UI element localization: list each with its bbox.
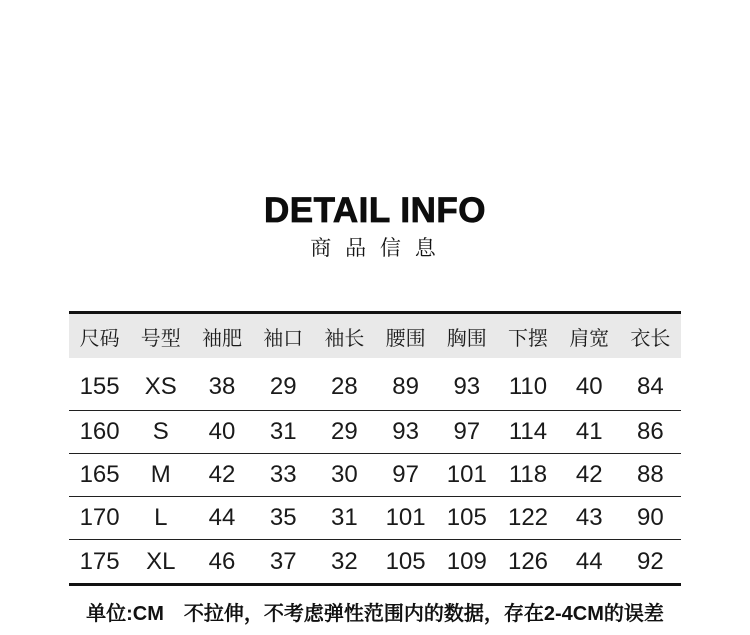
- table-cell: 109: [446, 547, 487, 575]
- size-table-body: [69, 358, 681, 583]
- table-cell: 165: [79, 461, 120, 488]
- table-cell: 88: [637, 461, 664, 488]
- table-cell: 93: [453, 373, 481, 400]
- table-cell: 30: [331, 461, 358, 488]
- table-cell: 110: [508, 373, 548, 400]
- header-cell: 袖长: [324, 327, 365, 350]
- table-row: [69, 497, 681, 540]
- size-table-header-row: [69, 314, 681, 358]
- table-cell: XS: [144, 373, 177, 400]
- table-cell: 43: [575, 504, 603, 531]
- page-subtitle: 商 品 信 息: [310, 237, 440, 260]
- size-chart-table: [69, 311, 681, 586]
- table-cell: 105: [446, 504, 487, 531]
- table-cell: M: [150, 461, 171, 488]
- header-cell: 袖肥: [201, 327, 242, 350]
- table-cell: 97: [453, 418, 481, 445]
- table-cell: 155: [79, 373, 120, 400]
- header-cell: 下摆: [507, 327, 548, 350]
- table-row: [69, 411, 681, 454]
- table-cell: 101: [385, 504, 426, 531]
- unit-disclaimer-note: 单位:CM 不拉伸，不考虑弹性范围内的数据，存在2-4CM的误差: [86, 603, 664, 625]
- header-cell: 衣长: [630, 327, 671, 350]
- table-cell: 170: [79, 504, 120, 531]
- table-cell: 101: [446, 461, 487, 488]
- table-cell: 84: [637, 373, 664, 400]
- table-cell: 42: [575, 461, 603, 488]
- table-cell: 33: [269, 461, 297, 488]
- header-cell: 号型: [140, 327, 181, 350]
- table-cell: 44: [208, 504, 236, 531]
- table-cell: 40: [208, 418, 236, 445]
- table-cell: 126: [507, 547, 549, 575]
- table-cell: 29: [331, 418, 358, 445]
- table-cell: 160: [79, 418, 120, 445]
- table-cell: 97: [392, 461, 419, 488]
- table-row: [69, 454, 681, 497]
- table-cell: 105: [385, 547, 426, 575]
- table-row: [69, 358, 681, 411]
- table-cell: 118: [508, 461, 548, 488]
- table-cell: 92: [637, 547, 664, 575]
- header-cell: 胸围: [446, 327, 487, 350]
- table-row: [69, 540, 681, 583]
- table-cell: XL: [146, 547, 176, 575]
- table-cell: 41: [575, 418, 603, 445]
- page-title: DETAIL INFO: [264, 191, 486, 230]
- table-cell: 93: [392, 418, 419, 445]
- table-cell: 37: [269, 547, 297, 575]
- table-cell: 90: [637, 504, 664, 531]
- header-cell: 尺码: [79, 327, 120, 350]
- header-cell: 腰围: [385, 327, 426, 350]
- table-cell: S: [152, 418, 169, 445]
- table-cell: 46: [208, 547, 236, 575]
- table-cell: 29: [269, 373, 297, 400]
- table-cell: 114: [508, 418, 548, 445]
- header-cell: 袖口: [263, 327, 304, 350]
- table-cell: 38: [208, 373, 236, 400]
- table-cell: L: [154, 504, 168, 531]
- table-cell: 175: [79, 547, 120, 575]
- table-cell: 86: [637, 418, 664, 445]
- table-cell: 40: [575, 373, 603, 400]
- table-cell: 42: [208, 461, 236, 488]
- header-cell: 肩宽: [569, 327, 610, 350]
- table-cell: 122: [507, 504, 549, 531]
- table-cell: 32: [331, 547, 358, 575]
- table-cell: 89: [392, 373, 419, 400]
- table-cell: 31: [269, 418, 297, 445]
- table-cell: 28: [331, 373, 358, 400]
- table-cell: 44: [575, 547, 603, 575]
- table-cell: 31: [331, 504, 358, 531]
- table-cell: 35: [269, 504, 297, 531]
